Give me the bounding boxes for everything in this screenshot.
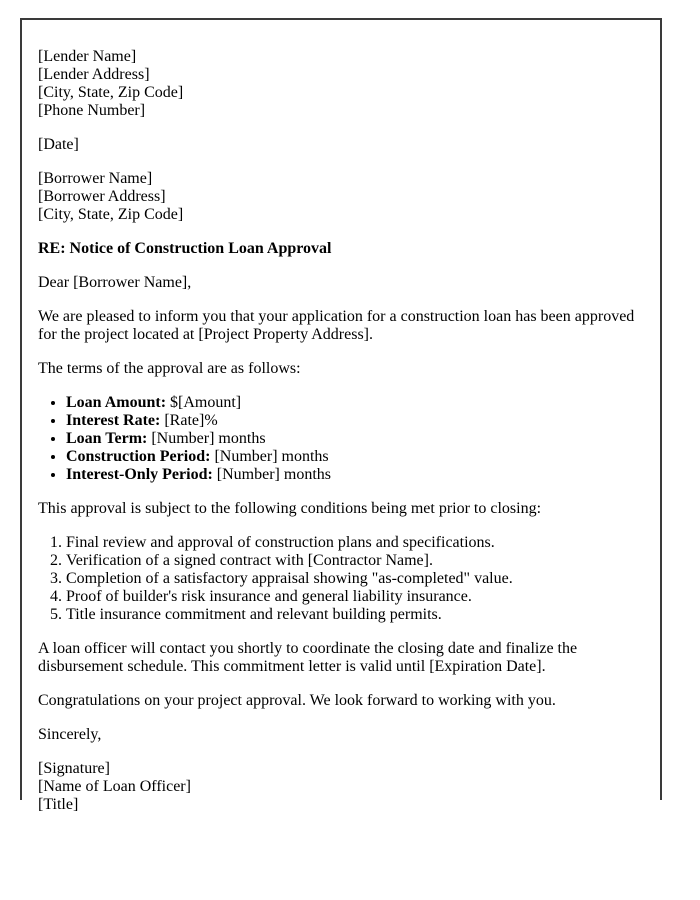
subject-line: RE: Notice of Construction Loan Approval (38, 240, 332, 257)
term-item-interest-rate (66, 412, 644, 430)
borrower-address-block (38, 170, 644, 224)
intro-paragraph: We are pleased to inform you that your application for a construction loan has been approved for the project located at [Project Property Address]. (38, 308, 635, 343)
salutation: Dear [Borrower Name], (38, 274, 192, 291)
term-label: Interest-Only Period: (66, 466, 213, 483)
lender-phone: [Phone Number] (38, 102, 146, 119)
condition-item-4: 4. Proof of builder's risk insurance and general liability insurance. (66, 588, 644, 606)
lender-address: [Lender Address] (38, 66, 150, 83)
term-value: [Number] months (216, 466, 331, 483)
condition-item-5: 5. Title insurance commitment and relevant building permits. (66, 606, 644, 624)
borrower-name: [Borrower Name] (38, 170, 153, 187)
term-item-construction-period (66, 448, 644, 466)
closing-paragraph-1: A loan officer will contact you shortly to coordinate the closing date and finalize the disbursement schedule. This commitment letter is valid until [Expiration Date]. (38, 640, 578, 675)
lender-address-block (38, 48, 644, 120)
closing-paragraph-2: Congratulations on your project approval. We look forward to working with you. (38, 692, 556, 709)
terms-list (38, 394, 644, 484)
conditions-list (38, 534, 644, 624)
term-value: [Rate]% (164, 412, 218, 429)
term-label: Construction Period: (66, 448, 211, 465)
term-label: Loan Term: (66, 430, 148, 447)
lender-city-state-zip: [City, State, Zip Code] (38, 84, 184, 101)
term-label: Interest Rate: (66, 412, 161, 429)
term-item-loan-amount (66, 394, 644, 412)
loan-officer-title: [Title] (38, 796, 79, 813)
term-value: [Number] months (214, 448, 329, 465)
borrower-city-state-zip: [City, State, Zip Code] (38, 206, 184, 223)
condition-item-2: 2. Verification of a signed contract with [Contractor Name]. (66, 552, 644, 570)
letter-document (20, 18, 662, 813)
term-value: $[Amount] (170, 394, 242, 411)
terms-intro: The terms of the approval are as follows: (38, 360, 301, 377)
term-value: [Number] months (151, 430, 266, 447)
term-label: Loan Amount: (66, 394, 167, 411)
borrower-address: [Borrower Address] (38, 188, 166, 205)
signoff: Sincerely, (38, 726, 102, 743)
condition-item-3: 3. Completion of a satisfactory appraisal showing "as-completed" value. (66, 570, 644, 588)
lender-name: [Lender Name] (38, 48, 137, 65)
term-item-loan-term (66, 430, 644, 448)
date-line: [Date] (38, 136, 79, 153)
signature-block (38, 760, 644, 814)
signature-placeholder: [Signature] (38, 760, 110, 777)
term-item-interest-only-period (66, 466, 644, 484)
condition-item-1: 1. Final review and approval of construction plans and specifications. (66, 534, 644, 552)
conditions-intro: This approval is subject to the following conditions being met prior to closing: (38, 500, 542, 517)
loan-officer-name: [Name of Loan Officer] (38, 778, 191, 795)
